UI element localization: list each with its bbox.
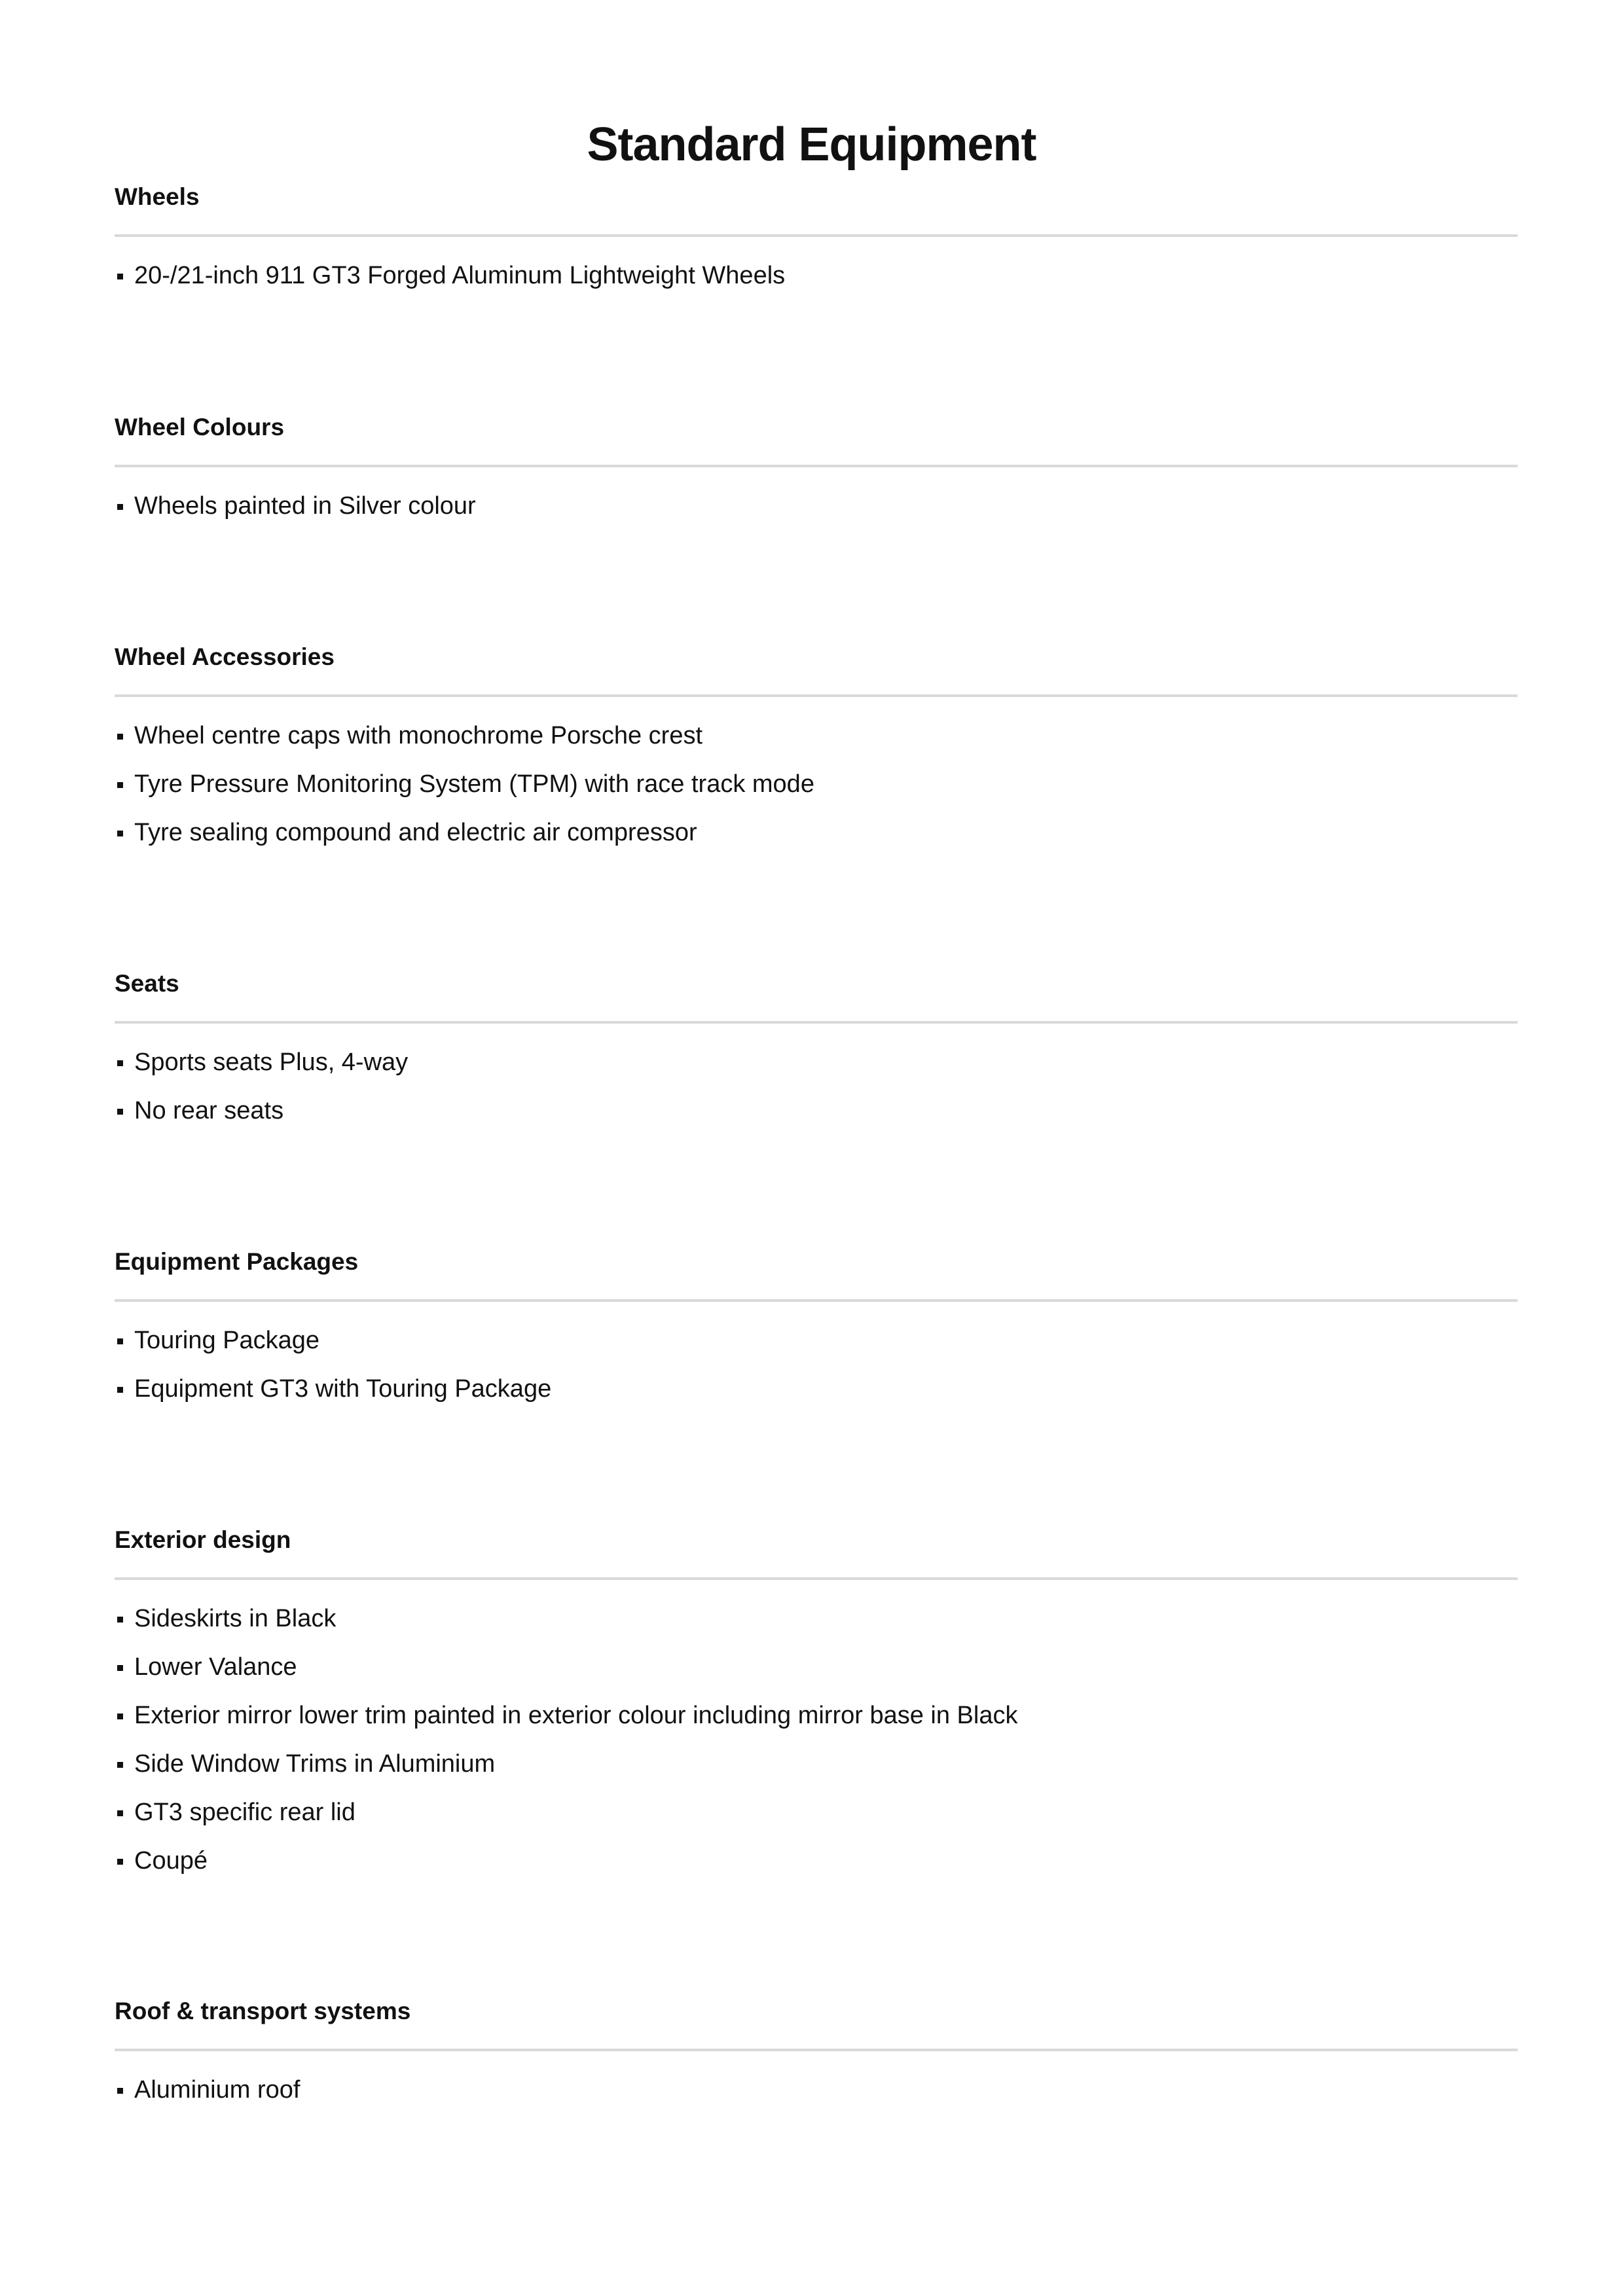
item-text: Wheels painted in Silver colour [134,492,476,520]
list-item [115,1374,1518,1404]
list-item [115,1749,1518,1779]
section-title: Seats [115,970,179,997]
section-divider [115,1577,1518,1580]
item-text: Touring Package [134,1327,320,1354]
section-divider [115,234,1518,237]
bullet-icon [117,782,123,788]
item-list [115,1604,1518,1876]
section-divider [115,2049,1518,2051]
item-text: 20-/21-inch 911 GT3 Forged Aluminum Lightweight Wheels [134,262,786,289]
bullet-icon [117,504,123,510]
item-text: Tyre sealing compound and electric air compressor [134,819,697,846]
list-item [115,1325,1518,1355]
list-item [115,1047,1518,1077]
item-text: GT3 specific rear lid [134,1799,356,1826]
bullet-icon [117,734,123,740]
list-item [115,1700,1518,1731]
item-text: Side Window Trims in Aluminium [134,1750,496,1778]
bullet-icon [117,1387,123,1393]
list-item [115,1096,1518,1126]
item-text: Aluminium roof [134,2076,301,2104]
list-item [115,491,1518,521]
list-item [115,1797,1518,1827]
item-list [115,491,1518,521]
section-divider [115,1299,1518,1302]
list-item [115,769,1518,799]
bullet-icon [117,1713,123,1719]
item-list [115,260,1518,291]
section-title: Wheel Colours [115,414,285,440]
list-item [115,1604,1518,1634]
bullet-icon [117,1810,123,1816]
item-text: Exterior mirror lower trim painted in exterior colour including mirror base in Black [134,1702,1018,1729]
section-wheel-accessories [115,642,1518,866]
list-item [115,2075,1518,2105]
item-text: No rear seats [134,1097,284,1124]
section-title: Wheel Accessories [115,643,335,670]
list-item [115,1846,1518,1876]
item-text: Tyre Pressure Monitoring System (TPM) with race track mode [134,770,814,798]
section-divider [115,694,1518,697]
item-list [115,721,1518,848]
bullet-icon [117,1338,123,1344]
section-wheel-colours [115,412,1518,539]
section-divider [115,1021,1518,1024]
page-title: Standard Equipment [587,118,1036,171]
list-item [115,1652,1518,1682]
list-item [115,721,1518,751]
bullet-icon [117,831,123,836]
section-title: Roof & transport systems [115,1998,411,2024]
bullet-icon [117,274,123,279]
bullet-icon [117,1060,123,1066]
item-list [115,1325,1518,1404]
item-text: Wheel centre caps with monochrome Porsche crest [134,722,703,749]
item-text: Equipment GT3 with Touring Package [134,1375,552,1403]
bullet-icon [117,1762,123,1768]
section-roof-transport-systems [115,1996,1518,2123]
item-text: Sports seats Plus, 4-way [134,1049,409,1076]
section-title: Equipment Packages [115,1248,359,1275]
section-divider [115,465,1518,467]
bullet-icon [117,1109,123,1115]
bullet-icon [117,1617,123,1623]
section-seats [115,969,1518,1144]
section-title: Exterior design [115,1526,291,1553]
item-text: Sideskirts in Black [134,1605,337,1632]
section-wheels [115,182,1518,309]
bullet-icon [117,2088,123,2094]
item-list [115,1047,1518,1126]
list-item [115,260,1518,291]
item-text: Coupé [134,1847,208,1874]
section-exterior-design [115,1525,1518,1894]
section-title: Wheels [115,183,200,210]
item-text: Lower Valance [134,1653,297,1681]
bullet-icon [117,1859,123,1865]
item-list [115,2075,1518,2105]
section-equipment-packages [115,1247,1518,1422]
bullet-icon [117,1665,123,1671]
list-item [115,817,1518,848]
